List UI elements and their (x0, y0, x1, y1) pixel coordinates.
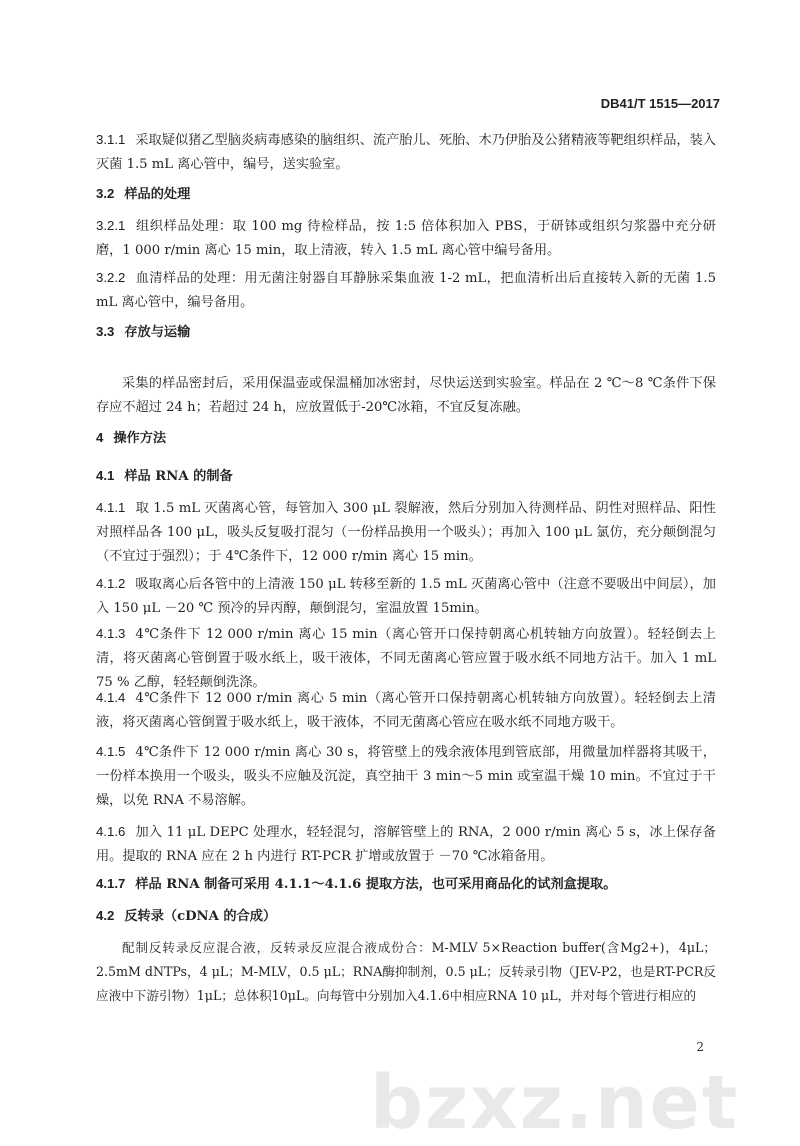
section-3-2-heading: 3.2 样品的处理 (96, 186, 191, 202)
section-4-1-4: 4.1.4 4℃条件下 12 000 r/min 离心 5 min（离心管开口保持朝离心机转轴方向放置）。轻轻倒去上清液，将灭菌离心管倒置于吸水纸上，吸干液体，不同无菌离心管应在吸水纸不同地方吸干。 (96, 690, 716, 730)
page-number: 2 (696, 1040, 704, 1054)
section-4-1-5: 4.1.5 4℃条件下 12 000 r/min 离心 30 s，将管壁上的残余液体甩到管底部，用微量加样器将其吸干，一份样本换用一个吸头，吸头不应触及沉淀，真空抽干 3 min～5 min 或室温干燥 10 min。不宜过于干燥，以免 RNA 不易溶解。 (96, 744, 716, 808)
section-3-3-heading: 3.3 存放与运输 (96, 324, 191, 340)
section-4-1-6: 4.1.6 加入 11 μL DEPC 处理水，轻轻混匀，溶解管壁上的 RNA，2 000 r/min 离心 5 s，冰上保存备用。提取的 RNA 应在 2 h 内进行 RT-PCR 扩增或放置于 －70 ℃冰箱备用。 (96, 824, 716, 864)
section-4-1-3: 4.1.3 4℃条件下 12 000 r/min 离心 15 min（离心管开口保持朝离心机转轴方向放置）。轻轻倒去上清，将灭菌离心管倒置于吸水纸上，吸干液体，不同无菌离心管应置于吸水纸不同地方沾干。加入 1 mL 75 % 乙醇，轻轻颠倒洗涤。 (96, 626, 716, 690)
section-4-2-paragraph: 配制反转录反应混合液，反转录反应混合液成份合：M-MLV 5×Reaction buffer(含Mg2+)，4μL；2.5mM dNTPs，4 μL；M-MLV，0.5 μL；RNA酶抑制剂，0.5 μL；反转录引物（JEV-P2，也是RT-PCR反应液中下游引物）1μL；总体积10μL。向每管中分别加入4.1.6中相应RNA 10 μL，并对每个管进行相应的 (96, 940, 716, 1003)
section-4-2-heading: 4.2 反转录（cDNA 的合成） (96, 908, 277, 924)
section-4-1-1: 4.1.1 取 1.5 mL 灭菌离心管，每管加入 300 μL 裂解液，然后分别加入待测样品、阴性对照样品、阳性对照样品各 100 μL，吸头反复吸打混匀（一份样品换用一个吸头）；再加入 100 μL 氯仿，充分颠倒混匀（不宜过于强烈）；于 4℃条件下，12 000 r/min 离心 15 min。 (96, 500, 716, 564)
section-3-2-1: 3.2.1 组织样品处理：取 100 mg 待检样品，按 1:5 倍体积加入 PBS，于研钵或组织匀浆器中充分研磨，1 000 r/min 离心 15 min，取上清液，转入 1.5 mL 离心管中编号备用。 (96, 218, 716, 258)
section-3-3-paragraph: 采集的样品密封后，采用保温壶或保温桶加冰密封，尽快运送到实验室。样品在 2 ℃～8 ℃条件下保存应不超过 24 h；若超过 24 h，应放置低于-20℃冰箱，不宜反复冻融。 (96, 376, 716, 415)
section-4-1-7: 4.1.7 样品 RNA 制备可采用 4.1.1～4.1.6 提取方法，也可采用商品化的试剂盒提取。 (96, 876, 617, 892)
section-4-1-heading: 4.1 样品 RNA 的制备 (96, 468, 233, 484)
watermark: bzxz.net (370, 1060, 740, 1146)
document-code: DB41/T 1515—2017 (600, 96, 720, 111)
section-3-2-2: 3.2.2 血清样品的处理：用无菌注射器自耳静脉采集血液 1-2 mL，把血清析出后直接转入新的无菌 1.5 mL 离心管中，编号备用。 (96, 270, 716, 310)
section-4-1-2: 4.1.2 吸取离心后各管中的上清液 150 μL 转移至新的 1.5 mL 灭菌离心管中（注意不要吸出中间层），加入 150 μL －20 ℃ 预冷的异丙醇，颠倒混匀，室温放置 15min。 (96, 576, 716, 616)
section-4-heading: 4 操作方法 (96, 430, 167, 446)
section-3-1-1: 3.1.1 采取疑似猪乙型脑炎病毒感染的脑组织、流产胎儿、死胎、木乃伊胎及公猪精液等靶组织样品，装入灭菌 1.5 mL 离心管中，编号，送实验室。 (96, 132, 716, 172)
